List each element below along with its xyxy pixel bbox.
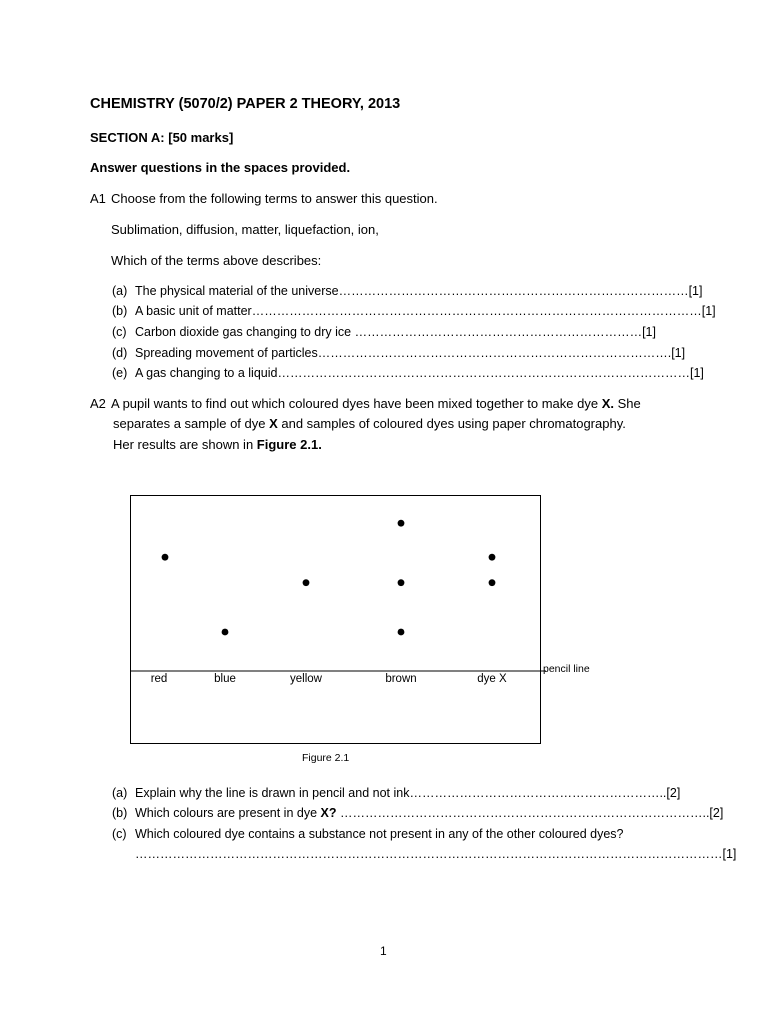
question-a1-terms: Sublimation, diffusion, matter, liquefaction, ion, [111, 222, 379, 237]
question-a2-line3: Her results are shown in Figure 2.1. [113, 437, 322, 452]
exam-page: CHEMISTRY (5070/2) PAPER 2 THEORY, 2013 SECTION A: [50 marks] Answer questions in the spaces provided. A1 Choose from the following terms to answer this question. Sublimation, diffusion, matter, liquefaction, ion, Which of the terms above describes: (a) The physical material of the universe…………………………………………………………………………[1] (b) A basic unit of matter………………………………………………………………………………………………[1] (c) Carbon dioxide gas changing to dry ice ……………………………………………………………[1] (d) Spreading movement of particles………………………………………………………………………….[1] (e) A gas changing to a liquid………………………………………………………………………………………[1] A2 A pupil wants to find out which coloured dyes have been mixed together to make dye X. She separates a sample of dye X and samples of coloured dyes using paper chromatography. Her results are shown in Figure 2.1. red blue yellow brown dye X pencil line Figure 2.1 (a) Explain why the line is drawn in pencil and not ink……………………………………………………..[2] (b) Which colours are present in dye X? ……………………………………………………………………………..[2] (c) Which coloured dye contains a substance not present in any of the other coloured dyes? ……………………………………………………………………………………………………………………………[1] 1 [0, 0, 768, 1024]
question-a2-line1: A pupil wants to find out which coloured dyes have been mixed together to make dye X. She [111, 396, 641, 411]
question-a1-question: Which of the terms above describes: [111, 253, 322, 268]
figure-caption: Figure 2.1 [302, 752, 350, 764]
dye-label-red: red [150, 673, 168, 685]
paper-title: CHEMISTRY (5070/2) PAPER 2 THEORY, 2013 [90, 96, 401, 112]
dye-label-blue: blue [214, 673, 236, 685]
dye-label-yellow: yellow [290, 673, 322, 685]
question-a1-number: A1 [90, 191, 106, 206]
chromatogram-plot [131, 496, 542, 745]
spot-red-1 [162, 554, 169, 561]
dye-label-brown: brown [385, 673, 417, 685]
instructions: Answer questions in the spaces provided. [90, 160, 351, 175]
spot-dye-x-2 [489, 554, 496, 561]
a2-item-c-answer-line: ……………………………………………………………………………………………………………………………[1] [135, 847, 737, 861]
question-a2-line2: separates a sample of dye X and samples of coloured dyes using paper chromatography. [113, 416, 626, 431]
question-a1-prompt: Choose from the following terms to answer this question. [111, 191, 438, 206]
spot-yellow-1 [303, 579, 310, 586]
section-heading: SECTION A: [50 marks] [90, 130, 234, 145]
chromatogram-figure [130, 495, 541, 744]
page-number: 1 [380, 944, 387, 958]
spot-blue-1 [222, 629, 229, 636]
dye-label-dye-x: dye X [477, 673, 507, 685]
spot-brown-2 [398, 579, 405, 586]
spot-brown-3 [398, 520, 405, 527]
pencil-line-annotation: pencil line [543, 663, 590, 675]
spot-dye-x-1 [489, 579, 496, 586]
question-a2-number: A2 [90, 396, 106, 411]
spot-brown-1 [398, 629, 405, 636]
